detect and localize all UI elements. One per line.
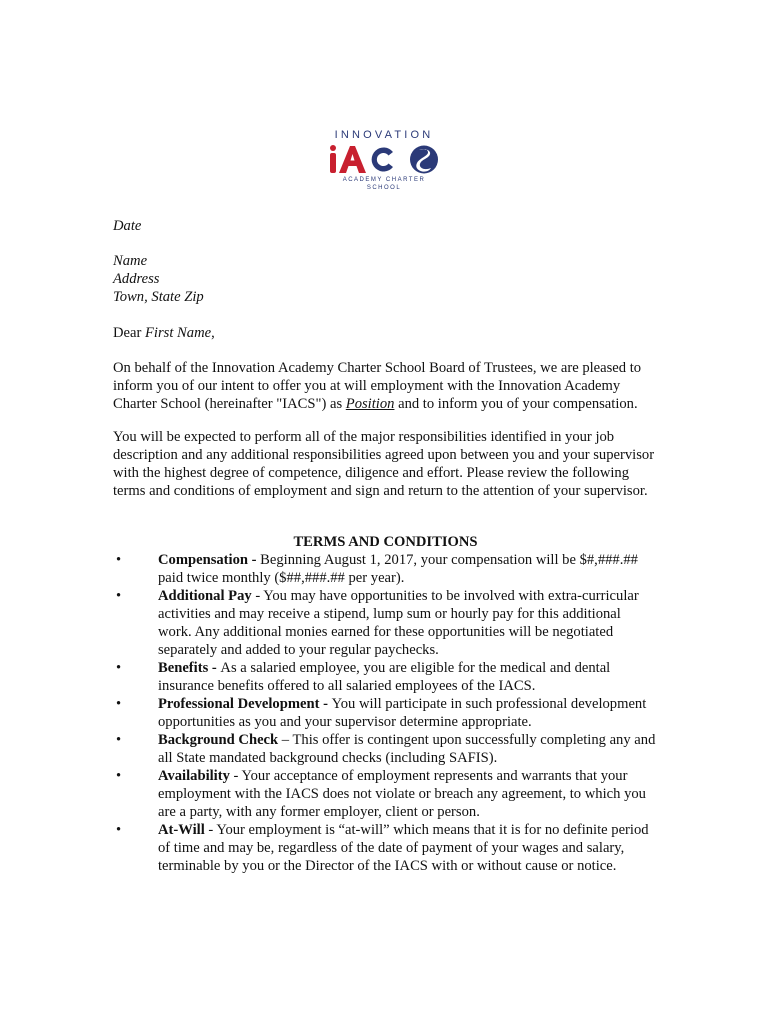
salutation-name: First Name <box>145 325 212 341</box>
name-line: Name <box>113 253 148 269</box>
salutation-prefix: Dear <box>113 325 146 341</box>
intro-text-after: and to inform you of your compensation. <box>394 396 638 412</box>
town-line: Town, State Zip <box>113 289 204 305</box>
term-text: - Your acceptance of employment represents and warrants that your employment with the IACS does not violate or breach any agreement, to which you are a party, with any former employer, client or person. <box>158 768 646 820</box>
bullet: • <box>116 588 122 604</box>
term-at-will <box>113 821 658 875</box>
term-additional-pay <box>113 587 658 659</box>
term-label: Compensation - <box>158 552 261 568</box>
logo-top-text: INNOVATION <box>334 129 434 141</box>
expectations-paragraph: You will be expected to perform all of the major responsibilities identified in your job description and any additional responsibilities agreed upon between you and your supervisor with the highest degree of competence, diligence and effort. Please review the following terms and conditions of employment and sign and return to the attention of your supervisor. <box>113 429 655 499</box>
term-text: You will participate in such professional development opportunities as you and your supervisor determine appropriate. <box>158 696 647 730</box>
bullet: • <box>116 732 122 748</box>
bullet: • <box>116 768 122 784</box>
logo-bottom-text: ACADEMY CHARTER SCHOOL <box>342 177 426 191</box>
terms-title: TERMS AND CONDITIONS <box>293 534 478 550</box>
term-text: As a salaried employee, you are eligible for the medical and dental insurance benefits offered to all salaried employees of the IACS. <box>158 660 611 694</box>
position-placeholder: Position <box>345 396 395 412</box>
logo-mark <box>325 143 443 175</box>
term-text: - Your employment is “at-will” which means that it is for no definite period of time and may be, regardless of the date of payment of your wages and salary, terminable by you or the Director of the IACS with or without cause or notice. <box>158 822 649 874</box>
terms-list <box>113 551 658 875</box>
bullet: • <box>116 552 122 568</box>
term-benefits <box>113 659 658 695</box>
term-text: – This offer is contingent upon successfully completing any and all State mandated background checks (including SAFIS). <box>158 732 656 766</box>
intro-paragraph <box>113 359 658 413</box>
term-availability <box>113 767 658 821</box>
intro-text-before: On behalf of the Innovation Academy Charter School Board of Trustees, we are pleased to inform you of our intent to offer you at will employment with the Innovation Academy Charter School (hereinafter "IACS") as <box>113 360 642 412</box>
term-label: Additional Pay <box>158 588 252 604</box>
term-label: Benefits - <box>158 660 221 676</box>
term-text: - You may have opportunities to be involved with extra-curricular activities and may receive a stipend, lump sum or hourly pay for this additional work. Any additional monies earned for these opportunities will be negotiated separately and added to your regular paychecks. <box>158 588 639 658</box>
bullet: • <box>116 822 122 838</box>
term-label: Background Check <box>158 732 279 748</box>
term-label: At-Will <box>158 822 205 838</box>
term-label: Availability <box>158 768 230 784</box>
term-compensation <box>113 551 658 587</box>
salutation <box>113 324 658 342</box>
term-text: Beginning August 1, 2017, your compensation will be $#,###.## paid twice monthly ($##,###.## per year). <box>158 552 638 586</box>
salutation-suffix: , <box>211 325 215 341</box>
term-professional-development <box>113 695 658 731</box>
term-background-check <box>113 731 658 767</box>
term-label: Professional Development - <box>158 696 332 712</box>
bullet: • <box>116 660 122 676</box>
bullet: • <box>116 696 122 712</box>
address-line: Address <box>113 271 160 287</box>
date-line: Date <box>113 218 142 234</box>
iacs-logo <box>325 129 443 191</box>
